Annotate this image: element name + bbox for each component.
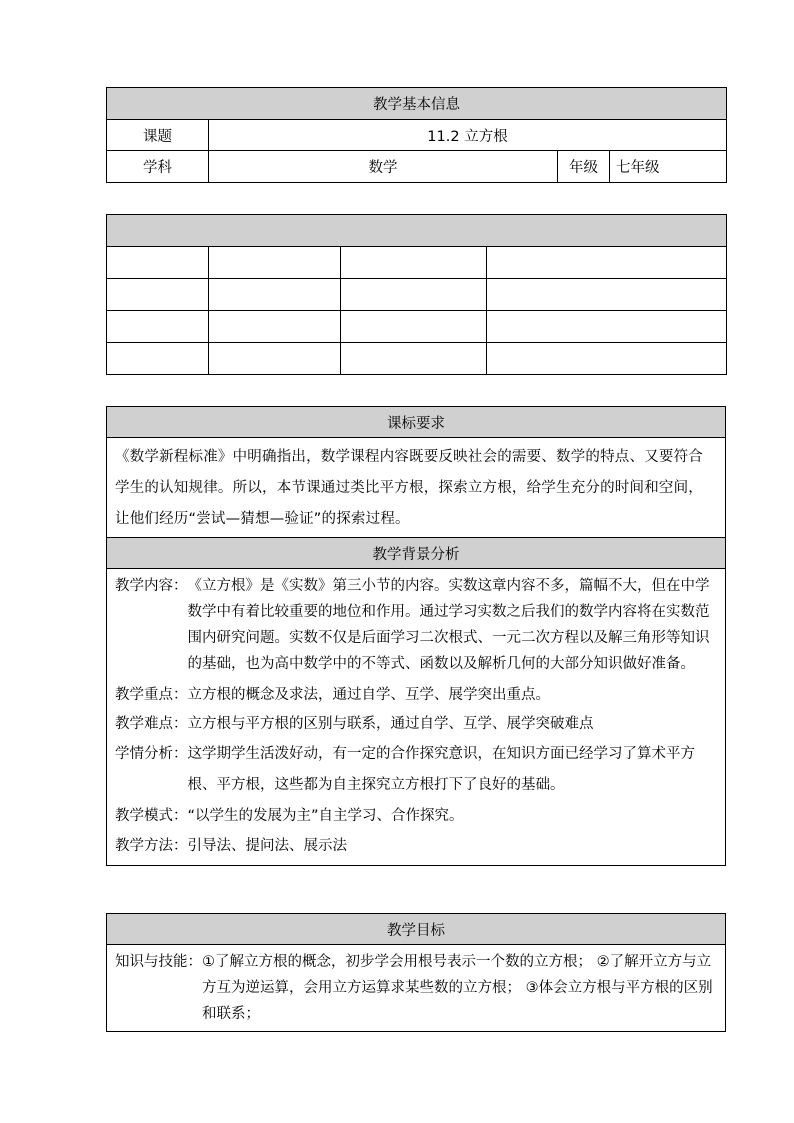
item-label: 教学方法：: [115, 838, 188, 854]
item-label: 教学重点：: [115, 687, 188, 703]
basic-info-header: 教学基本信息: [107, 88, 727, 120]
empty-grid-table: [106, 214, 727, 375]
item-text: “以学生的发展为主”自主学习、合作探究。: [187, 808, 464, 824]
background-item-student-analysis: [115, 739, 717, 801]
background-item-content: [115, 573, 717, 677]
background-item-difficulty: [115, 710, 717, 739]
objectives-cell: [107, 945, 726, 1032]
standards-cell: [107, 438, 726, 538]
topic-label: 课题: [107, 120, 209, 151]
standards-text: 《数学新程标准》中明确指出，数学课程内容既要反映社会的需要、数学的特点、又要符合学生的认知规律。所以，本节课通过类比平方根，探索立方根，给学生充分的时间和空间，让他们经历“尝试—猜想—验证”的探索过程。: [115, 449, 703, 527]
basic-info-table: [106, 87, 727, 183]
subject-label: 学科: [107, 151, 209, 183]
grade-value: 七年级: [610, 151, 727, 183]
objectives-header: 教学目标: [107, 914, 726, 945]
table-row: [107, 343, 727, 375]
item-label: 知识与技能：: [115, 954, 202, 970]
empty-grid-header: [107, 215, 727, 247]
item-label: 教学难点：: [115, 716, 188, 732]
background-item-teaching-method: [115, 832, 717, 861]
item-text: 《立方根》是《实数》第三小节的内容。实数这章内容不多，篇幅不大，但在中学数学中有着比较重要的地位和作用。通过学习实数之后我们的数学内容将在实数范围内研究问题。实数不仅是后面学习二次根式、一元二次方程以及解三角形等知识的基础，也为高中数学中的不等式、函数以及解析几何的大部分知识做好准备。: [187, 578, 710, 672]
background-cell: [107, 569, 726, 866]
background-item-key-point: [115, 681, 717, 710]
item-text: 立方根的概念及求法，通过自学、互学、展学突出重点。: [187, 687, 550, 703]
topic-value: 11.2 立方根: [209, 120, 727, 151]
background-header: 教学背景分析: [107, 538, 726, 569]
standards-header: 课标要求: [107, 407, 726, 438]
item-label: 教学模式：: [115, 808, 188, 824]
table-row: [107, 311, 727, 343]
item-label: 教学内容：: [115, 578, 188, 594]
item-text: 立方根与平方根的区别与联系，通过自学、互学、展学突破难点: [187, 716, 594, 732]
standards-background-table: [106, 406, 726, 866]
objectives-knowledge: [115, 949, 717, 1027]
grade-label: 年级: [558, 151, 610, 183]
subject-value: 数学: [209, 151, 558, 183]
item-text: 这学期学生活泼好动，有一定的合作探究意识，在知识方面已经学习了算术平方根、平方根，这些都为自主探究立方根打下了良好的基础。: [187, 746, 695, 793]
background-item-teaching-mode: [115, 801, 717, 832]
item-text: 引导法、提问法、展示法: [187, 838, 347, 854]
item-label: 学情分析：: [115, 746, 188, 762]
table-row: [107, 279, 727, 311]
table-row: [107, 247, 727, 279]
item-text: ①了解立方根的概念，初步学会用根号表示一个数的立方根； ②了解开立方与立方互为逆运算，会用立方运算求某些数的立方根； ③体会立方根与平方根的区别和联系；: [202, 954, 713, 1022]
objectives-table: [106, 913, 726, 1032]
